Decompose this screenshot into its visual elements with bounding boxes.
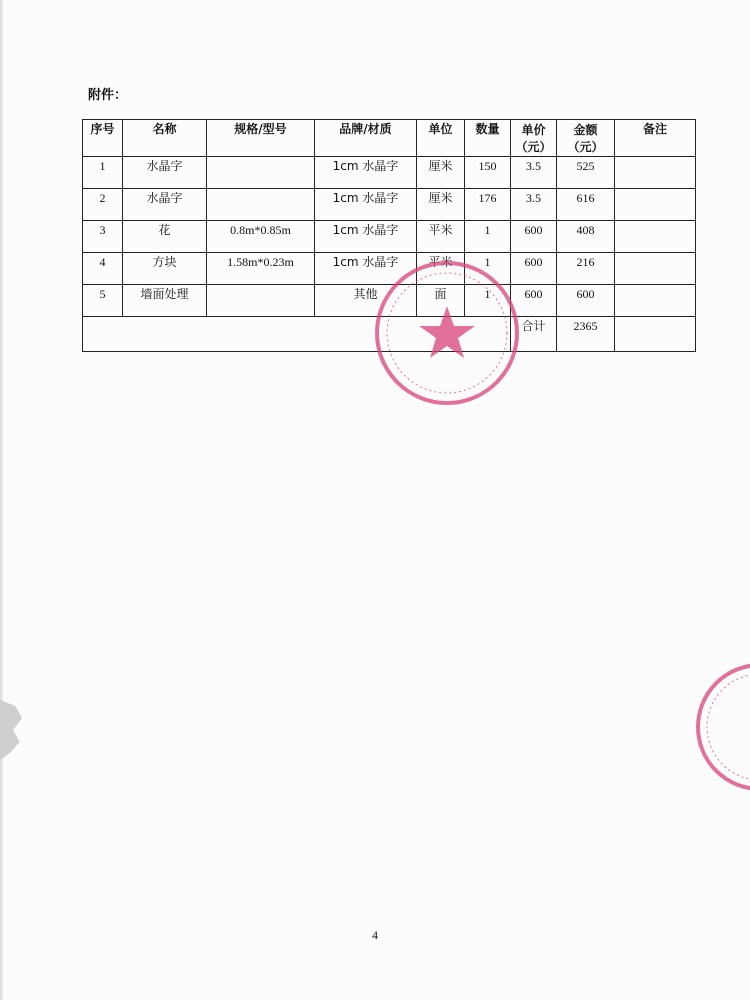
cell-seq: 2 [83, 189, 123, 221]
header-unit-price-line1: 单价 [521, 123, 546, 137]
cell-remark [615, 285, 696, 317]
header-amount [557, 120, 615, 157]
cell-qty: 176 [465, 189, 511, 221]
cell-qty: 150 [465, 157, 511, 189]
total-label: 合计 [511, 317, 557, 352]
table-header-row [83, 120, 696, 157]
cell-brand: 其他 [315, 285, 417, 317]
header-seq: 序号 [83, 120, 123, 157]
table-row [83, 221, 696, 253]
header-spec: 规格/型号 [207, 120, 315, 157]
scan-edge [0, 0, 4, 1000]
cell-name: 方块 [123, 253, 207, 285]
cell-remark [615, 189, 696, 221]
total-blank-cell [83, 317, 511, 352]
cell-remark [615, 157, 696, 189]
cell-name: 水晶字 [123, 189, 207, 221]
cell-unit: 平米 [417, 253, 465, 285]
header-brand: 品牌/材质 [315, 120, 417, 157]
cell-spec [207, 285, 315, 317]
header-name: 名称 [123, 120, 207, 157]
cell-amount: 216 [557, 253, 615, 285]
total-amount: 2365 [557, 317, 615, 352]
cell-unit: 厘米 [417, 189, 465, 221]
table-row [83, 157, 696, 189]
cell-price: 600 [511, 285, 557, 317]
page-number: 4 [372, 928, 378, 942]
header-unit-price [511, 120, 557, 157]
cell-price: 600 [511, 221, 557, 253]
attachment-table [82, 119, 696, 352]
cell-unit: 平米 [417, 221, 465, 253]
cell-unit: 面 [417, 285, 465, 317]
cell-spec [207, 157, 315, 189]
cell-amount: 408 [557, 221, 615, 253]
cell-brand: 1cm 水晶字 [315, 253, 417, 285]
cell-amount: 600 [557, 285, 615, 317]
cell-unit: 厘米 [417, 157, 465, 189]
cell-seq: 4 [83, 253, 123, 285]
cell-name: 花 [123, 221, 207, 253]
cell-spec: 0.8m*0.85m [207, 221, 315, 253]
cell-price: 3.5 [511, 189, 557, 221]
cell-seq: 3 [83, 221, 123, 253]
cell-brand: 1cm 水晶字 [315, 157, 417, 189]
cell-seq: 1 [83, 157, 123, 189]
partial-seal-stamp [690, 662, 750, 792]
torn-edge [0, 700, 22, 760]
header-amount-line1: 金额 [573, 123, 598, 137]
header-amount-line2: （元） [567, 140, 604, 154]
header-unit-price-line2: （元） [515, 140, 552, 154]
header-remark: 备注 [615, 120, 696, 157]
total-remark-cell [615, 317, 696, 352]
table-row [83, 189, 696, 221]
cell-name: 水晶字 [123, 157, 207, 189]
table-row [83, 285, 696, 317]
total-row [83, 317, 696, 352]
cell-seq: 5 [83, 285, 123, 317]
cell-price: 600 [511, 253, 557, 285]
table-row [83, 253, 696, 285]
attachment-heading: 附件： [88, 88, 128, 103]
cell-remark [615, 253, 696, 285]
cell-spec: 1.58m*0.23m [207, 253, 315, 285]
cell-qty: 1 [465, 221, 511, 253]
cell-qty: 1 [465, 285, 511, 317]
cell-brand: 1cm 水晶字 [315, 189, 417, 221]
cell-amount: 616 [557, 189, 615, 221]
cell-amount: 525 [557, 157, 615, 189]
header-unit: 单位 [417, 120, 465, 157]
cell-name: 墙面处理 [123, 285, 207, 317]
cell-qty: 1 [465, 253, 511, 285]
cell-remark [615, 221, 696, 253]
cell-spec [207, 189, 315, 221]
cell-price: 3.5 [511, 157, 557, 189]
cell-brand: 1cm 水晶字 [315, 221, 417, 253]
header-qty: 数量 [465, 120, 511, 157]
